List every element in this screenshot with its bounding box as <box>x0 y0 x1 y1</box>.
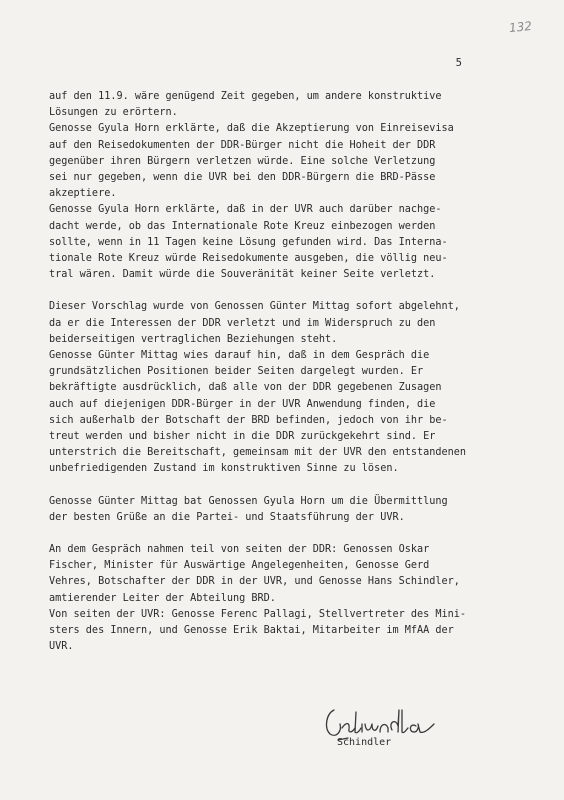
text-line: treut werden und bisher nicht in die DDR zurückgekehrt sind. Er <box>49 431 436 443</box>
text-line: der besten Grüße an die Partei- und Staatsführung der UVR. <box>49 511 405 523</box>
text-line: sei nur gegeben, wenn die UVR bei den DDR-Bürgern die BRD-Pässe <box>49 172 436 184</box>
text-line: akzeptiere. <box>49 188 117 200</box>
paragraph <box>49 202 529 283</box>
text-line: unbefriedigenden Zustand im konstruktiven Sinne zu lösen. <box>49 463 399 475</box>
text-line: Genosse Günter Mittag wies darauf hin, daß in dem Gespräch die <box>49 350 430 362</box>
document-body <box>49 89 529 656</box>
archive-number: 132 <box>508 18 533 36</box>
text-line: An dem Gespräch nahmen teil von seiten der DDR: Genossen Oskar <box>49 544 430 556</box>
text-line: auf den Reisedokumenten der DDR-Bürger nicht die Hoheit der DDR <box>49 139 436 151</box>
paragraph <box>49 299 529 348</box>
text-line: auch auf diejenigen DDR-Bürger in der UVR Anwendung finden, die <box>49 398 436 410</box>
text-line: gegenüber ihren Bürgern verletzen würde. Eine solche Verletzung <box>49 155 436 167</box>
text-line: tionale Rote Kreuz würde Reisedokumente ausgeben, die völlig neu- <box>49 253 448 265</box>
text-line: Genosse Günter Mittag bat Genossen Gyula Horn um die Übermittlung <box>49 495 448 507</box>
text-line: auf den 11.9. wäre genügend Zeit gegeben, um andere konstruktive <box>49 91 442 102</box>
text-line: unterstrich die Bereitschaft, gemeinsam mit der UVR den entstandenen <box>49 447 467 459</box>
paragraph <box>49 121 529 202</box>
text-line: sollte, wenn in 11 Tagen keine Lösung gefunden wird. Das Interna- <box>49 236 448 248</box>
paragraph <box>49 607 529 656</box>
text-line: sich außerhalb der Botschaft der BRD befinden, jedoch von ihr be- <box>49 414 448 426</box>
text-line: Dieser Vorschlag wurde von Genossen Günter Mittag sofort abgelehnt, <box>49 301 460 313</box>
text-line: Von seiten der UVR: Genosse Ferenc Pallagi, Stellvertreter des Mini- <box>49 608 467 620</box>
signature-name: Schindler <box>337 737 392 748</box>
text-line: Fischer, Minister für Auswärtige Angelegenheiten, Genosse Gerd <box>49 560 430 572</box>
paragraph <box>49 348 529 478</box>
text-line: Genosse Gyula Horn erklärte, daß die Akzeptierung von Einreisevisa <box>49 123 454 135</box>
text-line: Vehres, Botschafter der DDR in der UVR, und Genosse Hans Schindler, <box>49 576 460 588</box>
text-line: bekräftigte ausdrücklich, daß alle von der DDR gegebenen Zusagen <box>49 382 442 394</box>
paragraph <box>49 89 529 121</box>
paragraph <box>49 494 529 526</box>
text-line: beiderseitigen vertraglichen Beziehungen steht. <box>49 333 338 345</box>
text-line: Genosse Gyula Horn erklärte, daß in der UVR auch darüber nachge- <box>49 204 442 216</box>
text-line: dacht werde, ob das Internationale Rote Kreuz einbezogen werden <box>49 220 436 232</box>
text-line: Lösungen zu erörtern. <box>49 107 178 119</box>
text-line: sters des Innern, und Genosse Erik Baktai, Mitarbeiter im MfAA der <box>49 625 454 637</box>
text-line: UVR. <box>49 641 74 653</box>
text-line: amtierender Leiter der Abteilung BRD. <box>49 592 276 604</box>
text-line: da er die Interessen der DDR verletzt und im Widerspruch zu den <box>49 317 436 329</box>
paragraph <box>49 542 529 607</box>
page-number: 5 <box>455 57 462 69</box>
text-line: tral wären. Damit würde die Souveränität keiner Seite verletzt. <box>49 269 436 281</box>
text-line: grundsätzlichen Positionen beider Seiten dargelegt wurden. Er <box>49 366 424 378</box>
